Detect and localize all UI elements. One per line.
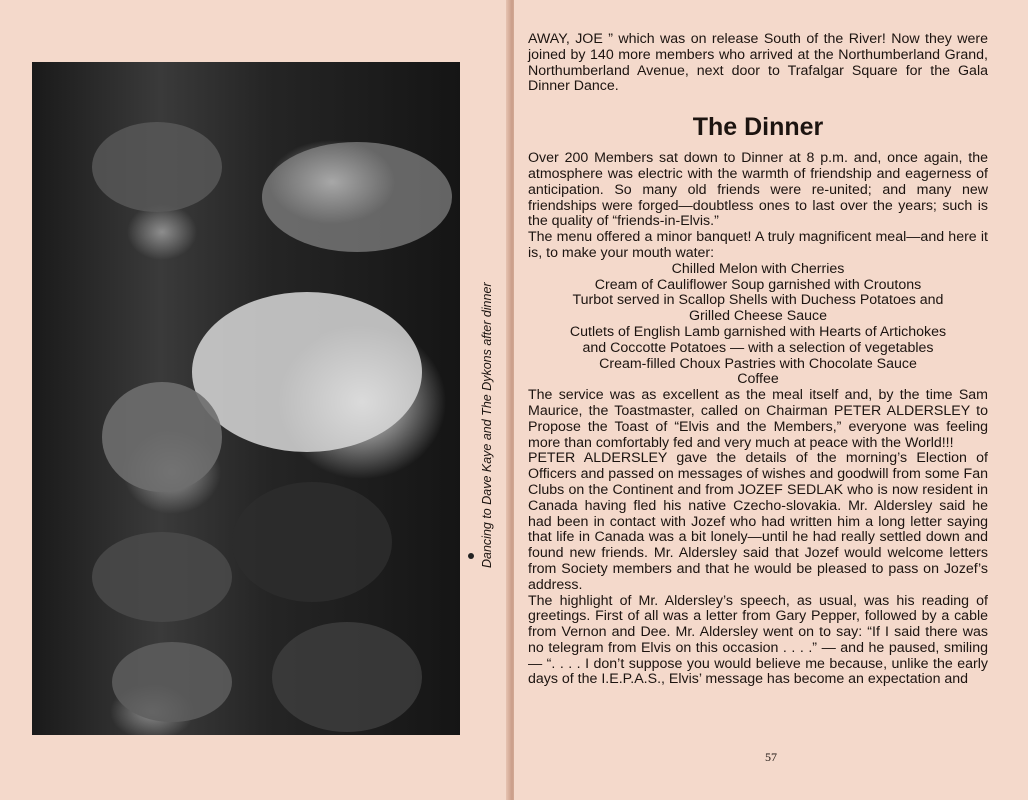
- menu-item: Cutlets of English Lamb garnished with Hearts of Artichokes: [569, 323, 947, 340]
- menu-item: Chilled Melon with Cherries: [671, 260, 845, 277]
- paragraph-3: The service was as excellent as the meal itself and, by the time Sam Maurice, the Toastmaster, called on Chairman PETER ALDERSLEY to Propose the Toast of “Elvis and the Members,” everyone was feeling more than comfortably fed and very much at peace with the World!!!: [528, 387, 988, 451]
- menu-item: Cream-filled Choux Pastries with Chocolate Sauce: [599, 355, 917, 372]
- caption-bullet: [468, 553, 474, 559]
- menu-item: Coffee: [737, 371, 779, 388]
- menu-item: and Coccotte Potatoes — with a selection of vegetables: [582, 339, 934, 356]
- section-heading: The Dinner: [692, 113, 824, 142]
- paragraph-4: PETER ALDERSLEY gave the details of the morning’s Election of Officers and passed on messages of wishes and goodwill from some Fan Clubs on the Continent and from JOZEF SEDLAK who is now resident in Canada having fled his native Czecho-slovakia. Mr. Aldersley said he had been in contact with Jozef who had written him a long letter saying that life in Canada was a bit lonely—until he had really settled down and found new friends. Mr. Aldersley said that Jozef would welcome letters from Society members and that he would be pleased to pass on Jozef’s address.: [528, 450, 988, 593]
- dinner-menu: [528, 262, 988, 388]
- menu-item: Cream of Cauliflower Soup garnished with Croutons: [594, 276, 922, 293]
- photo-caption: Dancing to Dave Kaye and The Dykons after dinner: [480, 282, 494, 568]
- article-text: [528, 32, 988, 688]
- menu-item: Turbot served in Scallop Shells with Duchess Potatoes and: [572, 292, 944, 309]
- page-number: 57: [765, 750, 777, 764]
- dancing-photo: [32, 62, 460, 735]
- menu-item: Grilled Cheese Sauce: [688, 308, 827, 325]
- paragraph-5: The highlight of Mr. Aldersley’s speech, as usual, was his reading of greetings. First of all was a letter from Gary Pepper, followed by a cable from Vernon and Dee. Mr. Aldersley went on to say: “If I said there was no telegram from Elvis on this occasion . . . .” — and he paused, smiling — “. . . . I don’t suppose you would believe me because, unlike the early days of the I.E.P.A.S., Elvis’ message has become an expectation and: [528, 592, 988, 688]
- paragraph-1: Over 200 Members sat down to Dinner at 8 p.m. and, once again, the atmosphere was electric with the warmth of friendship and eagerness of anticipation. So many old friends were re-united; and many new friendships were forged—doubtless ones to last over the years; such is the quality of “friends-in-Elvis.”: [528, 150, 988, 230]
- left-page: [0, 0, 510, 800]
- paragraph-2: The menu offered a minor banquet! A truly magnificent meal—and here it is, to make your mouth water:: [528, 229, 988, 261]
- intro-paragraph: AWAY, JOE ” which was on release South of the River! Now they were joined by 140 more members who arrived at the Northumberland Grand, Northumberland Avenue, next door to Trafalgar Square for the Gala Dinner Dance.: [528, 31, 988, 95]
